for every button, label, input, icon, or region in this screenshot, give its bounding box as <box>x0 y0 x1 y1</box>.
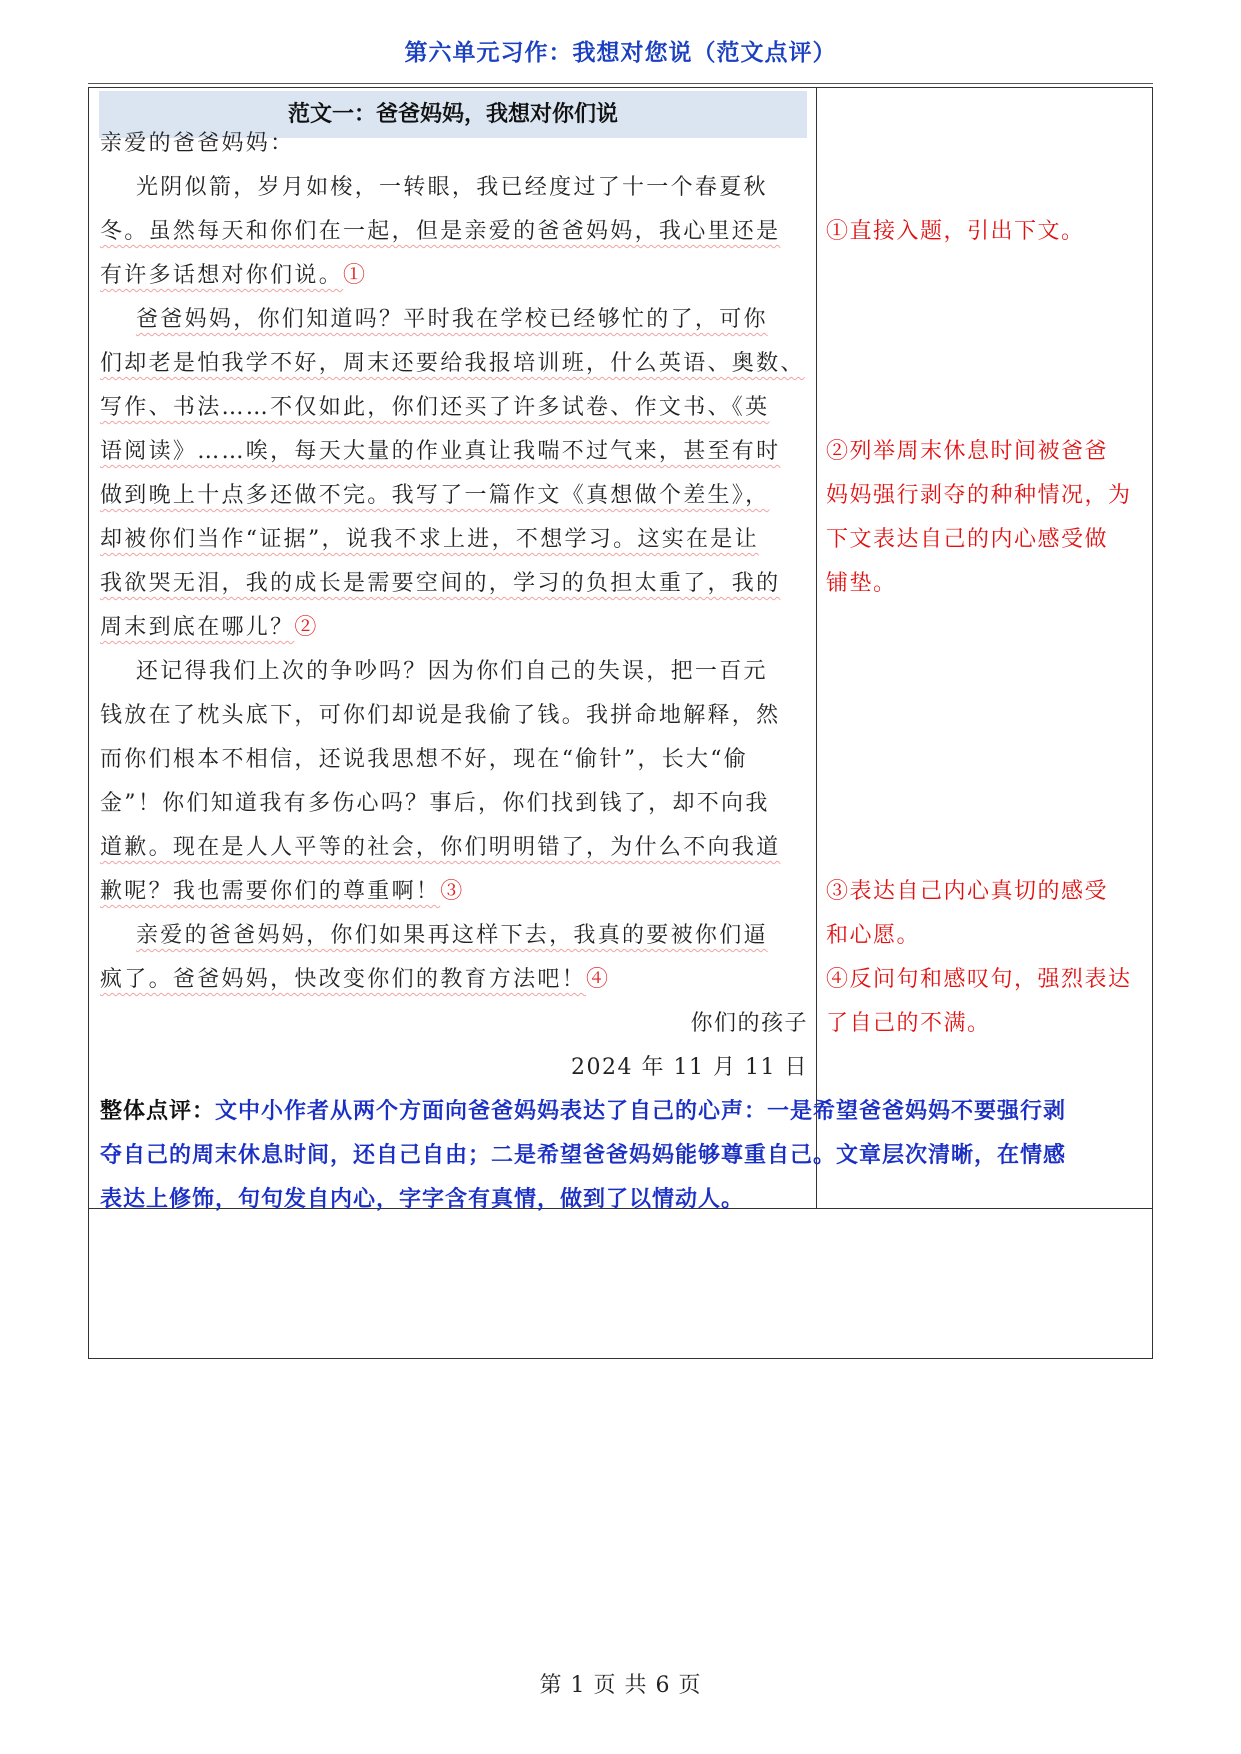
overall-comment: 整体点评：文中小作者从两个方面向爸爸妈妈表达了自己的心声：一是希望爸爸妈妈不要强行剥 <box>100 1099 1067 1124</box>
header-rule <box>88 83 1153 84</box>
essay-line: 而你们根本不相信，还说我思想不好，现在“偷针”，长大“偷 <box>100 747 749 772</box>
annotation-2: 妈妈强行剥夺的种种情况，为 <box>826 483 1132 508</box>
essay-line: 爸爸妈妈，你们知道吗？平时我在学校已经够忙的了，可你 <box>136 307 768 332</box>
essay-line: 疯了。爸爸妈妈，快改变你们的教育方法吧！④ <box>100 967 611 992</box>
essay-line: 亲爱的爸爸妈妈，你们如果再这样下去，我真的要被你们逼 <box>136 923 768 948</box>
marker-1: ① <box>343 263 368 288</box>
salutation: 亲爱的爸爸妈妈： <box>100 131 295 156</box>
annotation-3: ③表达自己内心真切的感受 <box>826 879 1109 904</box>
annotation-2: 下文表达自己的内心感受做 <box>826 527 1109 552</box>
annotation-2: ②列举周末休息时间被爸爸 <box>826 439 1109 464</box>
essay-line: 们却老是怕我学不好，周末还要给我报培训班，什么英语、奥数、 <box>100 351 805 376</box>
essay-line: 还记得我们上次的争吵吗？因为你们自己的失误，把一百元 <box>136 659 768 684</box>
essay-line: 光阴似箭，岁月如梭，一转眼，我已经度过了十一个春夏秋 <box>136 175 768 200</box>
essay-heading: 范文一：爸爸妈妈，我想对你们说 <box>99 91 807 138</box>
overall-label: 整体点评： <box>100 1099 216 1124</box>
signature: 你们的孩子 <box>690 1011 808 1036</box>
essay-line: 冬。虽然每天和你们在一起，但是亲爱的爸爸妈妈，我心里还是 <box>100 219 781 244</box>
annotation-4: 了自己的不满。 <box>826 1011 991 1036</box>
essay-line: 我欲哭无泪，我的成长是需要空间的，学习的负担太重了，我的 <box>100 571 781 596</box>
essay-line: 歉呢？我也需要你们的尊重啊！③ <box>100 879 465 904</box>
essay-line: 道歉。现在是人人平等的社会，你们明明错了，为什么不向我道 <box>100 835 781 860</box>
essay-line: 做到晚上十点多还做不完。我写了一篇作文《真想做个差生》， <box>100 483 770 508</box>
essay-line: 有许多话想对你们说。① <box>100 263 368 288</box>
annotation-4: ④反问句和感叹句，强烈表达 <box>826 967 1132 992</box>
essay-line: 语阅读》……唉，每天大量的作业真让我喘不过气来，甚至有时 <box>100 439 781 464</box>
essay-line: 钱放在了枕头底下，可你们却说是我偷了钱。我拼命地解释，然 <box>100 703 781 728</box>
column-divider <box>816 88 817 1208</box>
letter-date: 2024 年 11 月 11 日 <box>571 1055 808 1080</box>
overall-comment: 夺自己的周末休息时间，还自己自由；二是希望爸爸妈妈能够尊重自己。文章层次清晰，在情感 <box>100 1143 1067 1168</box>
essay-line: 却被你们当作“证据”，说我不求上进，不想学习。这实在是让 <box>100 527 759 552</box>
page-number: 第 1 页 共 6 页 <box>539 1673 702 1698</box>
essay-line: 金”！你们知道我有多伤心吗？事后，你们找到钱了，却不向我 <box>100 791 770 816</box>
marker-4: ④ <box>586 967 611 992</box>
overall-comment: 表达上修饰，句句发自内心，字字含有真情，做到了以情动人。 <box>100 1187 745 1212</box>
marker-2: ② <box>294 615 319 640</box>
annotation-3: 和心愿。 <box>826 923 921 948</box>
annotation-1: ①直接入题，引出下文。 <box>826 219 1085 244</box>
essay-line: 写作、书法……不仅如此，你们还买了许多试卷、作文书、《英 <box>100 395 770 420</box>
marker-3: ③ <box>440 879 465 904</box>
annotation-2: 铺垫。 <box>826 571 897 596</box>
page-title: 第六单元习作：我想对您说（范文点评） <box>404 40 837 66</box>
essay-line: 周末到底在哪儿？② <box>100 615 319 640</box>
